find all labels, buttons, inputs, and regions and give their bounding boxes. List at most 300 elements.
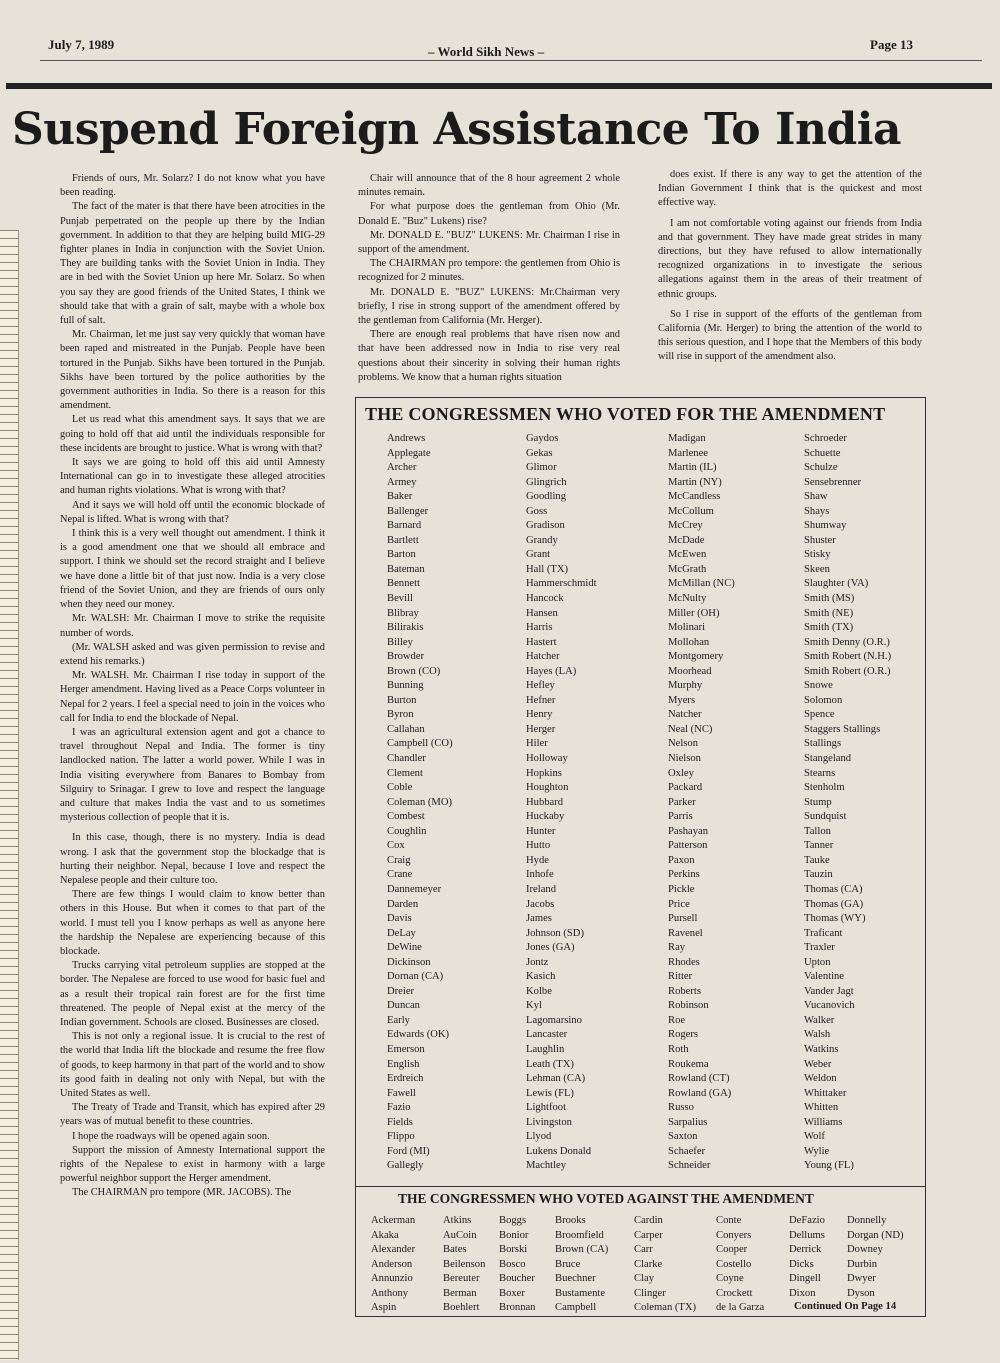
congressman-name: Bateman	[387, 563, 425, 575]
congressman-name: Bonior	[499, 1229, 529, 1241]
congressman-name: Bates	[443, 1244, 467, 1255]
congressman-name: Packard	[668, 782, 703, 794]
congressman-name: Hiler	[526, 738, 548, 750]
voted-against-title: THE CONGRESSMEN WHO VOTED AGAINST THE AMENDMENT	[398, 1191, 814, 1206]
congressman-name: Ireland	[526, 883, 556, 895]
congressman-name: Borski	[499, 1244, 528, 1255]
congressman-name: Schuette	[804, 447, 841, 459]
congressman-name: Thomas (WY)	[804, 913, 866, 925]
congressman-name: Livingston	[526, 1116, 572, 1128]
voted-against-column	[443, 1214, 485, 1316]
congressman-name: Marlenee	[668, 447, 708, 459]
congressman-name: Carr	[634, 1244, 653, 1255]
congressman-name: English	[387, 1058, 420, 1070]
scanner-ruler	[0, 230, 19, 1360]
article-paragraph: Mr. Chairman, let me just say very quickly that woman have been raped and mistreated in the Punjab. People have been tortured in the Punjab. Sikhs have been tortured in the Punjab. Sikhs have been tortured by the police authorities by the government authorities in India. So there is a reason for this amendment.	[60, 329, 325, 412]
congressman-name: Roukema	[668, 1058, 709, 1070]
congressman-name: Erdreich	[387, 1073, 424, 1085]
congressman-name: Oxley	[668, 767, 694, 779]
congressman-name: Donnelly	[847, 1215, 887, 1226]
congressman-name: Edwards (OK)	[387, 1029, 450, 1041]
congressman-name: Aspin	[371, 1302, 397, 1313]
congressman-name: Rogers	[668, 1029, 699, 1041]
congressman-name: Walker	[804, 1014, 835, 1026]
congressman-name: Stallings	[804, 738, 842, 750]
congressman-name: Traxler	[804, 942, 835, 954]
voted-against-column	[847, 1214, 904, 1301]
congressman-name: Kyl	[526, 1000, 542, 1012]
congressman-name: Coleman (MO)	[387, 796, 453, 808]
congressman-name: DeLay	[387, 927, 416, 939]
congressman-name: Schaefer	[668, 1145, 706, 1157]
congressman-name: Solomon	[804, 694, 843, 706]
congressman-name: Schulze	[804, 462, 838, 474]
article-paragraph: Mr. WALSH. Mr. Chairman I rise today in support of the Herger amendment. Having lived as a Peace Corps volunteer in Nepal for 2 years. I feel a special need to join in the voices who call for India to end the blockade of Nepal.	[60, 670, 325, 724]
congressman-name: Combest	[387, 811, 425, 823]
congressman-name: Archer	[387, 462, 417, 474]
article-column-2	[358, 172, 620, 385]
article-paragraph: Support the mission of Amnesty International support the rights of the Nepalese to exist in harmony with a large powerful neighbor support the Herger amendment.	[60, 1144, 325, 1185]
congressman-name: Saxton	[668, 1131, 698, 1143]
congressman-name: Gaydos	[526, 433, 559, 444]
congressman-name: Parker	[668, 796, 696, 808]
congressman-name: Akaka	[371, 1229, 399, 1241]
congressman-name: Myers	[668, 694, 696, 706]
congressman-name: Boxer	[499, 1287, 525, 1299]
article-paragraph: For what purpose does the gentleman from Ohio (Mr. Donald E. "Buz" Lukens) rise?	[358, 201, 620, 227]
congressman-name: AuCoin	[443, 1229, 477, 1241]
congressman-name: Clarke	[634, 1258, 663, 1270]
article-paragraph: The Treaty of Trade and Transit, which has expired after 29 years was of mutual benefit to these countries.	[60, 1102, 325, 1128]
voted-for-column	[668, 432, 735, 1174]
congressman-name: Roberts	[668, 985, 701, 997]
congressman-name: Wolf	[804, 1131, 825, 1143]
congressman-name: Campbell (CO)	[387, 738, 453, 750]
congressman-name: Ballenger	[387, 505, 429, 517]
article-paragraph: So I rise in support of the efforts of the gentleman from California (Mr. Herger) to bring the attention of the world to this serious question, and I hope that the Members of this body will rise in support of the amendment also.	[658, 308, 922, 363]
congressman-name: McMillan (NC)	[668, 578, 735, 590]
congressman-name: Rhodes	[668, 956, 700, 968]
congressman-name: Pashayan	[668, 825, 709, 837]
congressman-name: Coughlin	[387, 825, 427, 837]
congressman-name: Slaughter (VA)	[804, 578, 869, 590]
congressman-name: Gradison	[526, 520, 565, 532]
congressman-name: Lagomarsino	[526, 1014, 582, 1026]
article-paragraph: And it says we will hold off until the economic blockade of Nepal is lifted. What is wrong with that?	[60, 499, 325, 525]
congressman-name: Smith Robert (O.R.)	[804, 665, 891, 677]
congressman-name: Campbell	[555, 1302, 597, 1313]
congressman-name: Costello	[716, 1258, 752, 1270]
article-paragraph: The fact of the mater is that there have been atrocities in the Punjab perpetrated on the people up there by the Indian government. In addition to that they are helping build MIG-29 fighter planes in India in conjunction with the Soviet Union. They are building tanks with the Soviet Union in India. They are in bed with the Soviet Union up here Mr. Solarz. So when you say they are good friends of the United States, I think we should take that with a grain of salt, maybe with a whole box full of salt.	[60, 201, 325, 327]
congressman-name: Lightfoot	[526, 1102, 567, 1114]
congressman-name: Natcher	[668, 709, 702, 721]
congressman-name: Whittaker	[804, 1087, 847, 1099]
congressman-name: Weber	[804, 1058, 832, 1070]
congressman-name: Cardin	[634, 1215, 663, 1226]
congressman-name: Russo	[668, 1102, 694, 1114]
congressman-name: Duncan	[387, 1000, 420, 1012]
congressman-name: Patterson	[668, 840, 708, 852]
congressman-name: Hall (TX)	[526, 563, 569, 575]
congressman-name: Browder	[387, 651, 425, 663]
article-paragraph: There are few things I would claim to know better than others in this House. But when it comes to that part of the world. I must tell you I know perhaps as well as anyone here the hardship the Nepalese are experiencing because of this blockade.	[60, 889, 325, 957]
congressman-name: Fawell	[387, 1087, 416, 1099]
congressman-name: Dixon	[789, 1287, 816, 1299]
congressman-name: McGrath	[668, 563, 707, 575]
congressman-name: Chandler	[387, 753, 426, 765]
congressman-name: Whitten	[804, 1102, 839, 1114]
congressman-name: Dingell	[789, 1273, 821, 1284]
congressman-name: Dornan (CA)	[387, 971, 444, 983]
congressman-name: Rowland (CT)	[668, 1073, 730, 1085]
congressman-name: Molinari	[668, 622, 706, 634]
congressman-name: Bustamente	[555, 1287, 606, 1299]
congressman-name: Houghton	[526, 782, 569, 794]
congressman-name: Weldon	[804, 1073, 837, 1085]
congressman-name: Coyne	[716, 1273, 744, 1284]
congressman-name: Nelson	[668, 738, 699, 750]
congressman-name: Fields	[387, 1116, 413, 1128]
congressman-name: Herger	[526, 723, 556, 735]
congressman-name: Berman	[443, 1287, 477, 1299]
congressman-name: Dickinson	[387, 956, 431, 968]
publication-name: – World Sikh News –	[428, 44, 545, 59]
congressman-name: Bereuter	[443, 1273, 480, 1284]
congressman-name: Williams	[804, 1116, 843, 1128]
voted-against-column	[634, 1214, 696, 1316]
issue-date: July 7, 1989	[48, 37, 115, 52]
congressman-name: Ford (MI)	[387, 1145, 430, 1157]
congressman-name: Parris	[668, 811, 693, 823]
congressman-name: Henry	[526, 709, 553, 721]
congressman-name: Gallegly	[387, 1160, 424, 1172]
congressman-name: Glimor	[526, 462, 557, 474]
congressman-name: Spence	[804, 709, 835, 721]
congressman-name: Bosco	[499, 1258, 526, 1270]
congressman-name: Dyson	[847, 1287, 875, 1299]
article-paragraph: Mr. DONALD E. "BUZ" LUKENS: Mr. Chairman I rise in support of the amendment.	[358, 229, 620, 256]
congressman-name: Martin (IL)	[668, 462, 717, 474]
article-paragraph: Mr. DONALD E. "BUZ" LUKENS: Mr.Chairman very briefly, I rise in strong support of the amendment offered by the gentleman from California (Mr. Herger).	[358, 286, 620, 327]
congressman-name: Sensebrenner	[804, 476, 862, 488]
congressman-name: McCrey	[668, 520, 703, 532]
congressman-name: Mollohan	[668, 636, 710, 648]
congressman-name: Durbin	[847, 1258, 878, 1270]
congressman-name: Goss	[526, 505, 548, 517]
congressman-name: Tallon	[804, 825, 831, 837]
congressman-name: McCandless	[668, 491, 721, 503]
congressman-name: Dreier	[387, 985, 415, 997]
congressman-name: Montgomery	[668, 651, 724, 663]
congressman-name: Perkins	[668, 869, 700, 881]
article-paragraph: I think this is a very well thought out amendment. I think it is a good amendment one that we should all embrace and support. I think we should set the record straight and I believe we have done a little bit of that just now. India is a very close friend of the Soviet Union, and they are friends of ours only when they need our money.	[60, 528, 325, 611]
voted-against-column	[499, 1214, 535, 1316]
congressman-name: Stangeland	[804, 753, 852, 765]
congressman-name: Dwyer	[847, 1273, 876, 1284]
article-paragraph: Mr. WALSH: Mr. Chairman I move to strike the requisite number of words.	[60, 613, 325, 639]
article-paragraph: I hope the roadways will be opened again soon.	[72, 1130, 270, 1142]
congressman-name: Conyers	[716, 1229, 752, 1241]
congressman-name: Snowe	[804, 680, 833, 692]
congressman-name: Hansen	[526, 607, 558, 619]
congressman-name: Grant	[526, 549, 551, 561]
congressman-name: Murphy	[668, 680, 703, 692]
congressman-name: Smith Robert (N.H.)	[804, 651, 892, 663]
congressman-name: Lehman (CA)	[526, 1073, 586, 1085]
congressman-name: Blibray	[387, 607, 419, 619]
congressman-name: Stump	[804, 796, 832, 808]
congressman-name: Wylie	[804, 1145, 830, 1157]
congressman-name: Coleman (TX)	[634, 1302, 697, 1313]
congressman-name: Andrews	[387, 433, 426, 444]
congressman-name: Stisky	[804, 549, 831, 561]
congressman-name: Applegate	[387, 447, 431, 459]
congressman-name: Flippo	[387, 1131, 415, 1143]
congressman-name: Lukens Donald	[526, 1145, 592, 1157]
congressman-name: McCollum	[668, 505, 714, 517]
congressman-name: Tanner	[804, 840, 834, 852]
article-paragraph: I am not comfortable voting against our friends from India and that government. They have made great strides in many directions, but they have refused to allow internationally recognized organizations in to investigate the serious allegations against them in the areas of their treatment of ethnic groups.	[658, 217, 922, 300]
congressman-name: Traficant	[804, 927, 843, 939]
congressman-name: Smith Denny (O.R.)	[804, 636, 890, 648]
congressman-name: Roth	[668, 1043, 689, 1055]
voted-for-column	[526, 432, 597, 1174]
congressman-name: Kolbe	[526, 985, 552, 997]
congressman-name: Bevill	[387, 593, 413, 605]
congressman-name: Ray	[668, 942, 686, 954]
congressman-name: Stenholm	[804, 782, 845, 794]
congressman-name: Harris	[526, 622, 553, 634]
congressman-name: Johnson (SD)	[526, 927, 584, 939]
congressman-name: Bennett	[387, 578, 420, 590]
congressman-name: James	[526, 913, 552, 925]
congressman-name: Byron	[387, 709, 414, 721]
congressman-name: Leath (TX)	[526, 1058, 574, 1070]
continued-notice: Continued On Page 14	[794, 1301, 897, 1312]
congressman-name: Conte	[716, 1215, 742, 1226]
congressman-name: Martin (NY)	[668, 476, 722, 488]
congressman-name: Vander Jagt	[804, 985, 854, 997]
article-paragraph: There are enough real problems that have risen now and that have been addressed now in India to rise very real questions about their sincerity in solving their human rights problems. We know that a human rights situation	[358, 329, 620, 383]
congressman-name: Moorhead	[668, 665, 712, 677]
congressman-name: Callahan	[387, 723, 425, 735]
congressman-name: Craig	[387, 854, 411, 866]
congressman-name: Ritter	[668, 971, 693, 983]
congressman-name: Jontz	[526, 956, 549, 968]
article-paragraph: (Mr. WALSH asked and was given permission to revise and extend his remarks.)	[60, 641, 325, 667]
congressman-name: Vucanovich	[804, 1000, 855, 1012]
congressman-name: Jacobs	[526, 898, 555, 910]
voted-against-column	[789, 1214, 825, 1301]
congressman-name: Kasich	[526, 971, 556, 983]
congressman-name: Beilenson	[443, 1258, 486, 1270]
congressman-name: DeWine	[387, 942, 422, 954]
congressman-name: Brown (CA)	[555, 1244, 609, 1255]
header-rule	[6, 83, 992, 89]
congressman-name: Boggs	[499, 1215, 527, 1226]
congressman-name: de la Garza	[716, 1302, 765, 1313]
congressman-name: Alexander	[371, 1244, 416, 1255]
header-thin-rule	[40, 60, 982, 61]
congressman-name: Shays	[804, 505, 830, 517]
congressman-name: Dellums	[789, 1229, 825, 1241]
congressman-name: Schroeder	[804, 433, 847, 444]
congressman-name: Smith (NE)	[804, 607, 854, 619]
congressman-name: Bunning	[387, 680, 424, 692]
congressman-name: Young (FL)	[804, 1160, 854, 1172]
congressman-name: Roe	[668, 1014, 686, 1026]
congressman-name: Shaw	[804, 491, 828, 503]
congressman-name: Glingrich	[526, 476, 567, 488]
article-paragraph: This is not only a regional issue. It is crucial to the rest of the world that India lift the blockade and resume the free flow of goods, to keep harmony in that part of the world and to show its good faith in dealing not only with Nepal, but with the United States as well.	[60, 1031, 325, 1099]
congressman-name: Madigan	[668, 433, 706, 444]
congressman-name: Cox	[387, 840, 405, 852]
congressman-name: Crockett	[716, 1287, 753, 1299]
congressman-name: Pickle	[668, 883, 695, 895]
congressman-name: Anthony	[371, 1287, 409, 1299]
congressman-name: Hunter	[526, 825, 556, 837]
congressman-name: Nielson	[668, 753, 701, 765]
congressman-name: Billey	[387, 636, 413, 648]
congressman-name: Hefley	[526, 680, 555, 692]
voted-against-column	[716, 1214, 764, 1316]
congressman-name: Clay	[634, 1273, 655, 1284]
congressman-name: Carper	[634, 1229, 663, 1241]
congressman-name: Price	[668, 898, 690, 910]
congressman-name: Laughlin	[526, 1043, 565, 1055]
congressman-name: Skeen	[804, 563, 830, 575]
article-paragraph: Friends of ours, Mr. Solarz? I do not know what you have been reading.	[60, 173, 325, 199]
congressman-name: Anderson	[371, 1258, 413, 1270]
article-paragraph: The CHAIRMAN pro tempore: the gentlemen from Ohio is recognized for 2 minutes.	[358, 258, 620, 284]
congressman-name: Schneider	[668, 1160, 711, 1172]
congressman-name: Ravenel	[668, 927, 703, 939]
congressman-name: Huckaby	[526, 811, 565, 823]
congressman-name: Staggers Stallings	[804, 723, 881, 735]
congressman-name: Early	[387, 1014, 410, 1026]
congressman-name: Shumway	[804, 520, 847, 532]
congressman-name: Darden	[387, 898, 419, 910]
congressman-name: Coble	[387, 782, 413, 794]
article-paragraph: Chair will announce that of the 8 hour agreement 2 whole minutes remain.	[358, 173, 620, 199]
congressman-name: Atkins	[443, 1215, 472, 1226]
congressman-name: Downey	[847, 1244, 883, 1255]
congressman-name: Rowland (GA)	[668, 1087, 732, 1099]
congressman-name: Valentine	[804, 971, 845, 983]
congressman-name: McEwen	[668, 549, 707, 561]
headline: Suspend Foreign Assistance To India	[12, 104, 902, 155]
congressman-name: Clinger	[634, 1287, 666, 1299]
congressman-name: Clement	[387, 767, 423, 779]
article-paragraph: It says we are going to hold off this aid until Amnesty International can go in to investigate these alleged atrocities and human rights violations. What is wrong with that?	[60, 457, 325, 497]
congressman-name: Holloway	[526, 753, 568, 765]
congressman-name: Burton	[387, 694, 417, 706]
congressman-name: Gekas	[526, 447, 553, 459]
congressman-name: DeFazio	[789, 1215, 825, 1226]
congressman-name: Pursell	[668, 913, 698, 925]
congressman-name: Robinson	[668, 1000, 709, 1012]
congressman-name: Tauke	[804, 854, 830, 866]
congressman-name: Sundquist	[804, 811, 847, 823]
congressman-name: Bartlett	[387, 534, 419, 546]
congressman-name: Hayes (LA)	[526, 665, 577, 677]
congressman-name: Lewis (FL)	[526, 1087, 574, 1099]
congressman-name: Hopkins	[526, 767, 562, 779]
congressman-name: Hefner	[526, 694, 556, 706]
congressman-name: Baker	[387, 491, 413, 503]
congressman-name: Ackerman	[371, 1215, 416, 1226]
congressman-name: Walsh	[804, 1029, 831, 1041]
congressman-name: Dannemeyer	[387, 883, 442, 895]
congressman-name: Crane	[387, 869, 413, 881]
article-column-3	[658, 168, 922, 365]
congressman-name: Llyod	[526, 1131, 552, 1143]
article-paragraph: In this case, though, there is no mystery. India is dead wrong. I ask that the government stop the blockadge that is hurting their neighbor. Nepal, because I love and respect the Nepalese people and their culture too.	[60, 832, 325, 886]
article-paragraph: I was an agricultural extension agent and got a chance to travel throughout Nepal and India. The former is tiny landlocked nation. The latter a world power. While I was in India visiting everywhere from Banares to Bombay from Silguiry to Srinagar. I grew to love and respect the language and culture that makes India the vast and to us sometimes mysterious collection of people that it is.	[60, 726, 325, 824]
congressman-name: Tauzin	[804, 869, 833, 881]
congressman-name: Hutto	[526, 840, 551, 852]
voted-against-column	[555, 1214, 608, 1316]
page-number: Page 13	[870, 37, 913, 52]
congressman-name: Miller (OH)	[668, 607, 720, 619]
congressman-name: Smith (MS)	[804, 593, 855, 605]
congressman-name: Barton	[387, 549, 416, 561]
article-paragraph: does exist. If there is any way to get the attention of the Indian Government I think that is the quickest and most effective way.	[658, 169, 922, 209]
congressman-name: Annunzio	[371, 1273, 413, 1284]
box-divider	[355, 1186, 926, 1187]
congressman-name: Thomas (GA)	[804, 898, 864, 910]
congressman-name: Smith (TX)	[804, 622, 854, 634]
voted-for-title: THE CONGRESSMEN WHO VOTED FOR THE AMENDMENT	[365, 404, 886, 424]
congressman-name: Dorgan (ND)	[847, 1229, 904, 1241]
congressman-name: Buechner	[555, 1273, 596, 1284]
congressman-name: Dicks	[789, 1258, 814, 1270]
congressman-name: Thomas (CA)	[804, 883, 863, 895]
congressman-name: McDade	[668, 534, 705, 546]
congressman-name: Upton	[804, 956, 831, 968]
congressman-name: Barnard	[387, 520, 422, 532]
congressman-name: Emerson	[387, 1043, 425, 1055]
congressman-name: Cooper	[716, 1244, 748, 1255]
congressman-name: Paxon	[668, 854, 695, 866]
congressman-name: Bronnan	[499, 1302, 536, 1313]
congressman-name: Goodling	[526, 491, 567, 503]
congressman-name: Fazio	[387, 1102, 411, 1114]
congressman-name: Shuster	[804, 534, 836, 546]
congressman-name: Inhofe	[526, 869, 554, 881]
congressman-name: Hatcher	[526, 651, 560, 663]
congressman-name: Hammerschmidt	[526, 578, 597, 590]
congressman-name: Bilirakis	[387, 622, 424, 634]
congressman-name: McNulty	[668, 593, 707, 605]
congressman-name: Sarpalius	[668, 1116, 708, 1128]
congressman-name: Boucher	[499, 1273, 535, 1284]
article-paragraph: The CHAIRMAN pro tempore (MR. JACOBS). The	[72, 1187, 292, 1199]
congressman-name: Brooks	[555, 1215, 586, 1226]
congressman-name: Jones (GA)	[526, 942, 575, 954]
congressman-name: Broomfield	[555, 1229, 604, 1241]
congressman-name: Armey	[387, 476, 417, 488]
congressman-name: Grandy	[526, 534, 558, 546]
congressman-name: Hubbard	[526, 796, 564, 808]
congressman-name: Hancock	[526, 593, 564, 605]
congressman-name: Brown (CO)	[387, 665, 441, 677]
article-paragraph: Trucks carrying vital petroleum supplies are stopped at the border. The Nepalese are forced to use wood for basic fuel and as a result their tropical rain forest are for the first time threatened. The people of Nepal exist at the mercy of the Indian government. Schools are closed. Businesses are closed.	[60, 960, 325, 1028]
congressman-name: Hyde	[526, 854, 549, 866]
voted-for-column	[804, 432, 891, 1174]
congressman-name: Neal (NC)	[668, 723, 713, 735]
congressman-name: Boehlert	[443, 1302, 480, 1313]
